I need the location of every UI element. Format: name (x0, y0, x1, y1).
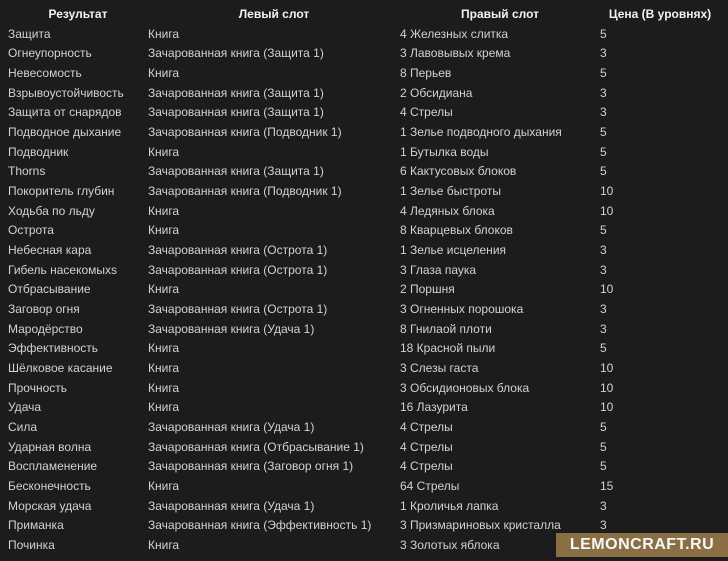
result-cell: Подводник (8, 144, 69, 159)
left-slot-cell: Книга (148, 66, 180, 81)
table-row (8, 339, 728, 359)
right-slot-cell: 18 Красной пыли (400, 341, 496, 356)
left-slot-cell: Зачарованная книга (Острота 1) (148, 243, 328, 258)
right-slot-cell: 4 Стрелы (400, 420, 453, 435)
watermark-text: LEMONCRAFT.RU (569, 536, 715, 553)
left-slot-cell: Зачарованная книга (Удача 1) (148, 498, 315, 513)
left-slot-cell: Книга (148, 400, 180, 415)
result-cell: Эффективность (8, 341, 99, 356)
result-cell: Покоритель глубин (8, 184, 115, 199)
price-cell: 3 (600, 46, 607, 61)
result-cell: Ходьба по льду (8, 203, 95, 218)
table-row (8, 202, 728, 222)
result-cell: Небесная кара (8, 243, 92, 258)
price-cell: 10 (600, 184, 614, 199)
left-slot-cell: Книга (148, 538, 180, 553)
table-header-row (8, 5, 728, 25)
table-row (8, 477, 728, 497)
right-slot-cell: 1 Кроличья лапка (400, 498, 499, 513)
right-slot-cell: 3 Глаза паука (400, 262, 477, 277)
table-row (8, 418, 728, 438)
table-row (8, 64, 728, 84)
table-row (8, 143, 728, 163)
left-slot-cell: Книга (148, 203, 180, 218)
left-slot-cell: Книга (148, 380, 180, 395)
price-cell: 5 (600, 420, 607, 435)
table-row (8, 379, 728, 399)
price-cell: 5 (600, 223, 607, 238)
result-cell: Приманка (8, 518, 64, 533)
table-row (8, 261, 728, 281)
header-result: Результат (48, 7, 108, 21)
table-row (8, 103, 728, 123)
right-slot-cell: 64 Стрелы (400, 479, 460, 494)
table-row (8, 241, 728, 261)
price-cell: 3 (600, 262, 607, 277)
left-slot-cell: Книга (148, 282, 180, 297)
right-slot-cell: 1 Бутылка воды (400, 144, 489, 159)
left-slot-cell: Зачарованная книга (Защита 1) (148, 164, 324, 179)
result-cell: Прочность (8, 380, 68, 395)
result-cell: Огнеупорность (8, 46, 92, 61)
right-slot-cell: 4 Железных слитка (400, 26, 509, 41)
price-cell: 5 (600, 164, 607, 179)
table-row (8, 300, 728, 320)
right-slot-cell: 4 Стрелы (400, 105, 453, 120)
right-slot-cell: 1 Зелье подводного дыхания (400, 125, 562, 140)
result-cell: Удача (8, 400, 42, 415)
left-slot-cell: Зачарованная книга (Защита 1) (148, 85, 324, 100)
right-slot-cell: 8 Перьев (400, 66, 452, 81)
table-row (8, 162, 728, 182)
right-slot-cell: 2 Поршня (400, 282, 455, 297)
right-slot-cell: 3 Лавовывых крема (400, 46, 511, 61)
price-cell: 15 (600, 479, 614, 494)
price-cell: 10 (600, 203, 614, 218)
result-cell: Защита от снарядов (8, 105, 122, 120)
result-cell: Бесконечность (8, 479, 91, 494)
price-cell: 5 (600, 66, 607, 81)
result-cell: Заговор огня (8, 302, 80, 317)
price-cell: 5 (600, 439, 607, 454)
right-slot-cell: 4 Стрелы (400, 439, 453, 454)
result-cell: Острота (8, 223, 54, 238)
right-slot-cell: 2 Обсидиана (400, 85, 473, 100)
price-cell: 3 (600, 518, 607, 533)
price-cell: 5 (600, 459, 607, 474)
left-slot-cell: Зачарованная книга (Отбрасывание 1) (148, 439, 364, 454)
left-slot-cell: Зачарованная книга (Удача 1) (148, 420, 315, 435)
table-row (8, 497, 728, 517)
right-slot-cell: 8 Кварцевых блоков (400, 223, 513, 238)
left-slot-cell: Книга (148, 223, 180, 238)
price-cell: 5 (600, 26, 607, 41)
table-row (8, 123, 728, 143)
result-cell: Мародёрство (8, 321, 83, 336)
table-row (8, 359, 728, 379)
result-cell: Воспламенение (8, 459, 98, 474)
result-cell: Защита (8, 26, 51, 41)
header-right-slot: Правый слот (460, 7, 539, 21)
left-slot-cell: Книга (148, 341, 180, 356)
left-slot-cell: Зачарованная книга (Защита 1) (148, 46, 324, 61)
left-slot-cell: Книга (148, 361, 180, 376)
table-row (8, 398, 728, 418)
result-cell: Починка (8, 538, 55, 553)
right-slot-cell: 8 Гнилаой плоти (400, 321, 492, 336)
watermark-banner (556, 533, 728, 557)
table-row (8, 457, 728, 477)
header-left-slot: Левый слот (238, 7, 310, 21)
result-cell: Сила (8, 420, 38, 435)
price-cell: 5 (600, 144, 607, 159)
price-cell: 3 (600, 302, 607, 317)
right-slot-cell: 1 Зелье быстроты (400, 184, 501, 199)
price-cell: 10 (600, 380, 614, 395)
right-slot-cell: 4 Стрелы (400, 459, 453, 474)
right-slot-cell: 3 Призмариновых кристалла (400, 518, 561, 533)
left-slot-cell: Зачарованная книга (Защита 1) (148, 105, 324, 120)
table-row (8, 84, 728, 104)
price-cell: 10 (600, 361, 614, 376)
table-row (8, 25, 728, 45)
table-row (8, 438, 728, 458)
result-cell: Ударная волна (8, 439, 92, 454)
table-body (8, 25, 728, 556)
left-slot-cell: Книга (148, 144, 180, 159)
price-cell: 10 (600, 282, 614, 297)
right-slot-cell: 16 Лазурита (400, 400, 468, 415)
left-slot-cell: Зачарованная книга (Острота 1) (148, 262, 328, 277)
right-slot-cell: 3 Слезы гаста (400, 361, 479, 376)
result-cell: Морская удача (8, 498, 92, 513)
result-cell: Взрывоустойчивость (8, 85, 124, 100)
price-cell: 3 (600, 243, 607, 258)
price-cell: 5 (600, 341, 607, 356)
price-cell: 10 (600, 400, 614, 415)
result-cell: Невесомость (8, 66, 82, 81)
right-slot-cell: 6 Кактусовых блоков (400, 164, 517, 179)
left-slot-cell: Книга (148, 26, 180, 41)
price-cell: 3 (600, 498, 607, 513)
price-cell: 3 (600, 105, 607, 120)
header-price: Цена (В уровнях) (608, 7, 712, 21)
table-row (8, 182, 728, 202)
price-cell: 3 (600, 85, 607, 100)
result-cell: Thorns (8, 164, 46, 179)
right-slot-cell: 3 Золотых яблока (400, 538, 500, 553)
table-row (8, 221, 728, 241)
left-slot-cell: Книга (148, 479, 180, 494)
result-cell: Гибель насекомыхs (8, 262, 118, 277)
result-cell: Отбрасывание (8, 282, 91, 297)
right-slot-cell: 1 Зелье исцеления (400, 243, 507, 258)
right-slot-cell: 3 Обсидионовых блока (400, 380, 530, 395)
result-cell: Шёлковое касание (8, 361, 113, 376)
table-row (8, 280, 728, 300)
left-slot-cell: Зачарованная книга (Подводник 1) (148, 125, 342, 140)
table-row (8, 44, 728, 64)
price-cell: 3 (600, 321, 607, 336)
left-slot-cell: Зачарованная книга (Эффективность 1) (148, 518, 372, 533)
left-slot-cell: Зачарованная книга (Заговор огня 1) (148, 459, 354, 474)
result-cell: Подводное дыхание (8, 125, 122, 140)
left-slot-cell: Зачарованная книга (Острота 1) (148, 302, 328, 317)
table-row (8, 320, 728, 340)
price-cell: 5 (600, 125, 607, 140)
left-slot-cell: Зачарованная книга (Подводник 1) (148, 184, 342, 199)
left-slot-cell: Зачарованная книга (Удача 1) (148, 321, 315, 336)
right-slot-cell: 3 Огненных порошока (400, 302, 524, 317)
right-slot-cell: 4 Ледяных блока (400, 203, 495, 218)
